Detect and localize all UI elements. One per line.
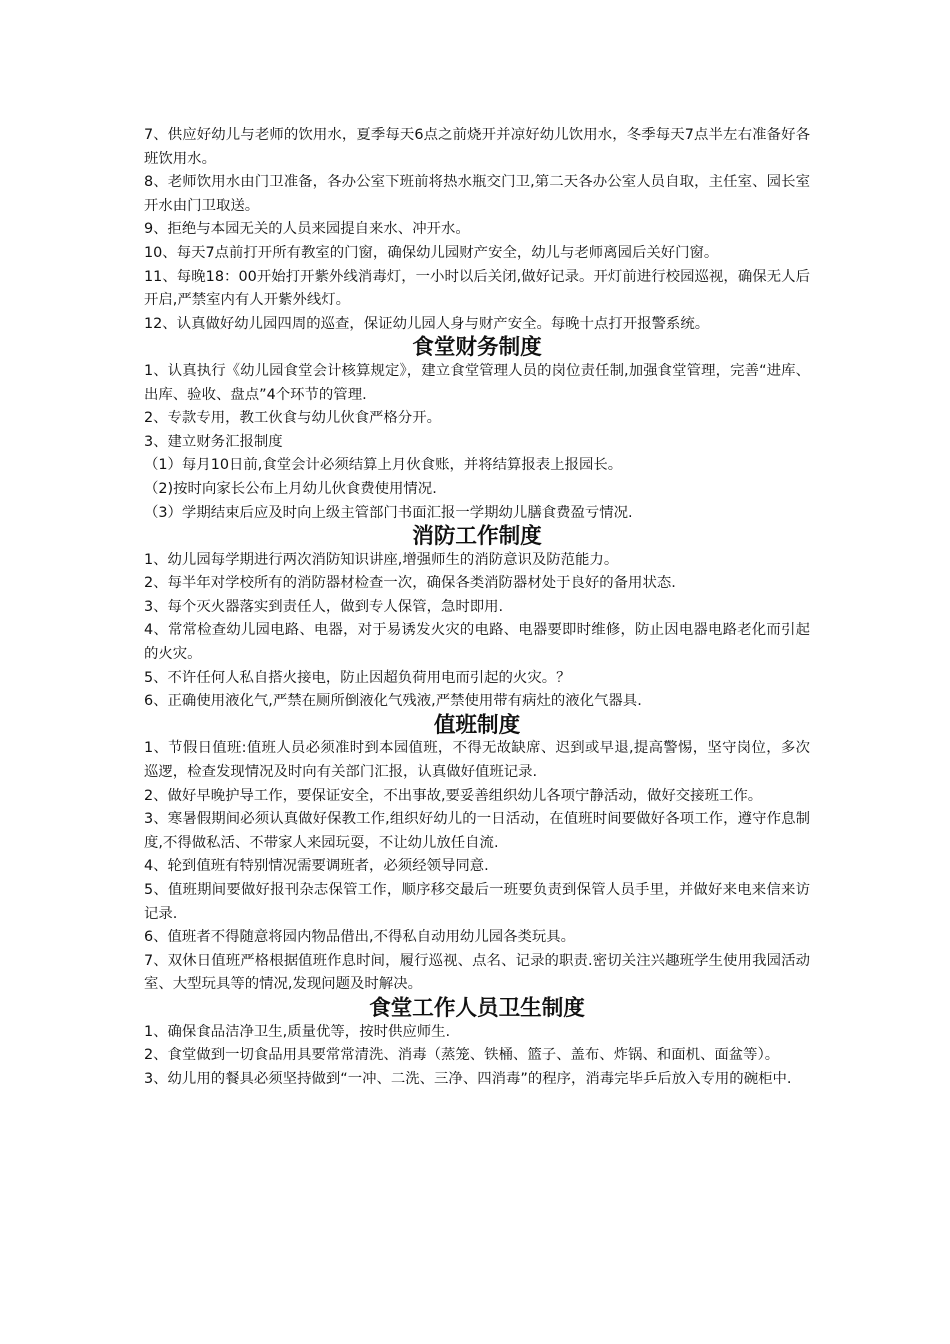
list-item: 9、拒绝与本园无关的人员来园提自来水、冲开水。 [144, 221, 470, 238]
section-canteen-hygiene [144, 997, 810, 1091]
section-duty [144, 714, 810, 997]
list-item: 12、认真做好幼儿园四周的巡查，保证幼儿园人身与财产安全。每晚十点打开报警系统。 [144, 315, 710, 332]
list-item: 5、不许任何人私自搭火接电，防止因超负荷用电而引起的火灾。？ [144, 669, 571, 686]
section-title: 消防工作制度 [412, 524, 542, 550]
list-item: （3）学期结束后应及时向上级主管部门书面汇报一学期幼儿膳食费盈亏情况. [144, 504, 633, 521]
section-fire-safety [144, 525, 810, 714]
list-item: 8、老师饮用水由门卫准备，各办公室下班前将热水瓶交门卫,第二天各办公室人员自取，主任室、园长室开水由门卫取送。 [144, 174, 810, 214]
list-item: 3、建立财务汇报制度 [144, 433, 283, 450]
list-item: 4、常常检查幼儿园电路、电器，对于易诱发火灾的电路、电器要即时维修，防止因电器电路老化而引起的火灾。 [144, 622, 810, 663]
section-title: 值班制度 [433, 712, 521, 738]
list-item: 7、供应好幼儿与老师的饮用水，夏季每天6点之前烧开并凉好幼儿饮用水，冬季每天7点半左右准备好各班饮用水。 [144, 127, 810, 167]
list-item: 5、值班期间要做好报刊杂志保管工作，顺序移交最后一班要负责到保管人员手里，并做好来电来信来访记录. [144, 882, 810, 922]
list-item: 3、幼儿用的餐具必须坚持做到“一冲、二洗、三净、四消毒”的程序，消毒完毕乒后放入专用的碗柜中. [144, 1070, 792, 1087]
list-item: 2、食堂做到一切食品用具要常常清洗、消毒（蒸笼、铁桶、篮子、盖布、炸锅、和面机、面盆等）。 [144, 1047, 780, 1064]
list-item: 1、节假日值班:值班人员必须准时到本园值班，不得无故缺席、迟到或早退,提高警惕，坚守岗位，多次巡逻，检查发现情况及时向有关部门汇报，认真做好值班记录. [144, 740, 810, 781]
list-item: 4、轮到值班有特别情况需要调班者，必须经领导同意. [144, 858, 489, 875]
list-item: 2、专款专用，教工伙食与幼儿伙食严格分开。 [144, 410, 441, 427]
list-item: 7、双休日值班严格根据值班作息时间，履行巡视、点名、记录的职责.密切关注兴趣班学生使用我园活动室、大型玩具等的情况,发现问题及时解决。 [144, 952, 810, 993]
list-item: 6、正确使用液化气,严禁在厕所倒液化气残液,严禁使用带有病灶的液化气器具. [144, 693, 642, 710]
list-item: 2、每半年对学校所有的消防器材检查一次，确保各类消防器材处于良好的备用状态. [144, 575, 676, 592]
list-item: 1、确保食品洁净卫生,质量优等，按时供应师生. [144, 1023, 451, 1040]
list-item: 11、每晚18：00开始打开紫外线消毒灯，一小时以后关闭,做好记录。开灯前进行校园巡视，确保无人后开启,严禁室内有人开紫外线灯。 [144, 268, 810, 309]
section-title: 食堂财务制度 [412, 335, 542, 361]
list-item: 3、寒暑假期间必须认真做好保教工作,组织好幼儿的一日活动，在值班时间要做好各项工作，遵守作息制度,不得做私活、不带家人来园玩耍，不让幼儿放任自流. [144, 811, 810, 851]
document-page [144, 124, 810, 1091]
list-item: （1）每月10日前,食堂会计必须结算上月伙食账，并将结算报表上报园长。 [144, 457, 623, 474]
intro-section [144, 124, 810, 336]
section-canteen-finance [144, 336, 810, 525]
list-item: 3、每个灭火器落实到责任人，做到专人保管，急时即用. [144, 598, 504, 615]
list-item: 1、幼儿园每学期进行两次消防知识讲座,增强师生的消防意识及防范能力。 [144, 551, 619, 568]
list-item: （2)按时向家长公布上月幼儿伙食费使用情况. [144, 480, 437, 497]
list-item: 6、值班者不得随意将园内物品借出,不得私自动用幼儿园各类玩具。 [144, 929, 576, 946]
list-item: 2、做好早晚护导工作，要保证安全，不出事故,要妥善组织幼儿各项宁静活动，做好交接班工作。 [144, 787, 763, 804]
section-title: 食堂工作人员卫生制度 [369, 995, 585, 1021]
list-item: 1、认真执行《幼儿园食堂会计核算规定》，建立食堂管理人员的岗位责任制,加强食堂管理，完善“进库、出库、验收、盘点”4个环节的管理. [144, 362, 810, 403]
list-item: 10、每天7点前打开所有教室的门窗，确保幼儿园财产安全，幼儿与老师离园后关好门窗。 [144, 244, 719, 261]
